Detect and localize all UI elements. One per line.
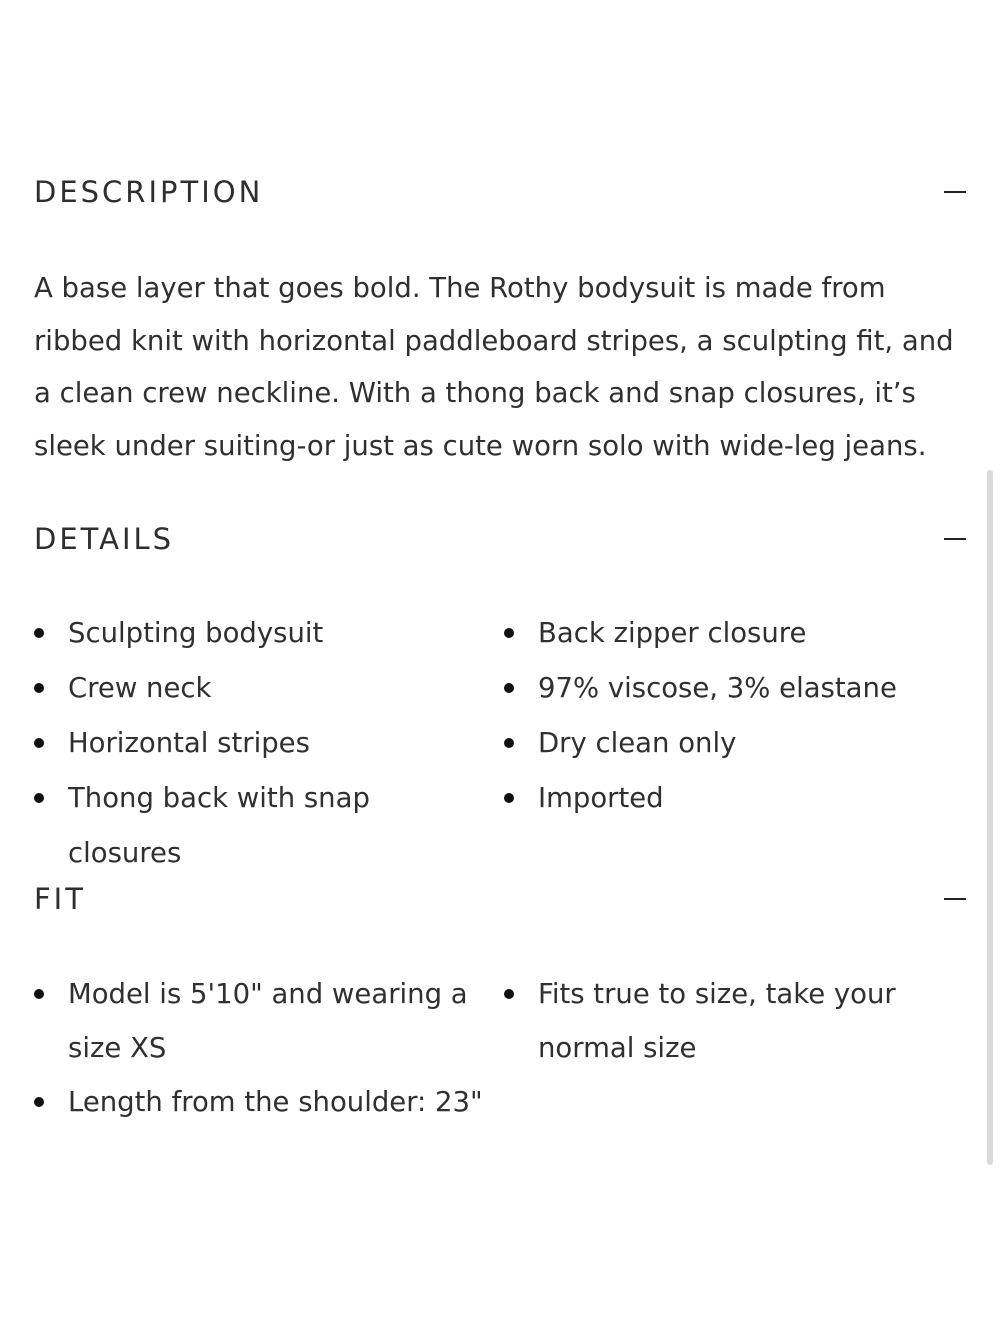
list-item: Fits true to size, take your normal size — [504, 967, 924, 1075]
list-item: Crew neck — [34, 661, 484, 716]
details-list-left — [34, 606, 484, 869]
fit-heading: FIT — [34, 882, 86, 916]
scrollbar[interactable] — [987, 470, 993, 1165]
list-item: Sculpting bodysuit — [34, 606, 484, 661]
minus-icon[interactable] — [944, 191, 966, 193]
list-item: Back zipper closure — [504, 606, 944, 661]
fit-list-left — [34, 967, 484, 1129]
details-heading: DETAILS — [34, 522, 175, 556]
list-item: Horizontal stripes — [34, 716, 484, 771]
minus-icon[interactable] — [944, 538, 966, 540]
list-item: Dry clean only — [504, 716, 944, 771]
fit-accordion-header[interactable] — [34, 877, 968, 921]
fit-list-right — [504, 967, 924, 1075]
list-item: Imported — [504, 771, 944, 826]
description-text: A base layer that goes bold. The Rothy bodysuit is made from ribbed knit with horizontal paddleboard stripes, a sculpting fit, and a clean crew neckline. With a thong back and snap closures, it’s sleek under suiting-or just as cute worn solo with wide-leg jeans. — [34, 272, 954, 462]
list-item: Model is 5'10" and wearing a size XS — [34, 967, 484, 1075]
details-accordion-header[interactable] — [34, 517, 968, 561]
list-item: Thong back with snap closures — [34, 771, 484, 826]
details-list-right — [504, 606, 944, 826]
list-item: Length from the shoulder: 23" — [34, 1075, 484, 1129]
description-accordion-header[interactable] — [34, 170, 968, 214]
minus-icon[interactable] — [944, 898, 966, 900]
description-heading: DESCRIPTION — [34, 175, 264, 209]
list-item: 97% viscose, 3% elastane — [504, 661, 944, 716]
